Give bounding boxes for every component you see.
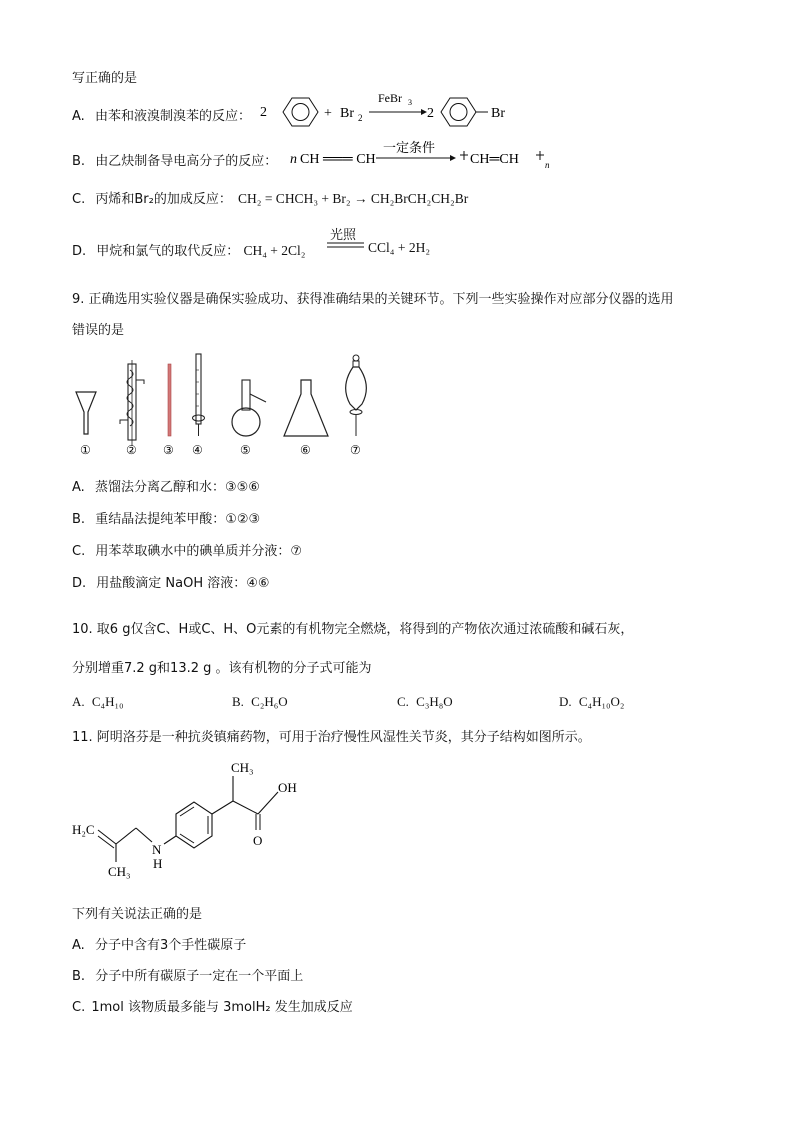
bromobenzene-ring-icon (441, 98, 476, 126)
q10-c-text: C₃H₈O (416, 694, 453, 709)
q9-d-label: D. (72, 576, 87, 591)
q11-c-text: 1mol 该物质最多能与 3molH₂ 发生加成反应 (91, 1000, 353, 1015)
q11-option-b (72, 965, 303, 984)
q10-b-label: B. (232, 694, 244, 709)
q8-option-b (72, 150, 277, 169)
q11-h: H (153, 856, 163, 871)
q8-option-c (72, 188, 468, 207)
q10-option-b (232, 694, 288, 710)
q10-b-text: C₂H₆O (251, 694, 288, 709)
q11-o: O (253, 833, 263, 848)
q8-c-text: 丙烯和Br₂的加成反应： (95, 192, 232, 207)
q8-a-catalyst: FeBr (378, 91, 402, 105)
q8-stem-end: 写正确的是 (72, 71, 138, 86)
conical-flask-icon (284, 380, 328, 436)
q9-apparatus-figure (66, 350, 386, 460)
q10-a-text: C₄H₁₀ (91, 694, 124, 709)
q9-a-label: A. (72, 480, 85, 495)
separatory-funnel-icon (346, 355, 367, 436)
q11-stem: 11. 阿明洛芬是一种抗炎镇痛药物，可用于治疗慢性风湿性关节炎，其分子结构如图所示。 (72, 730, 591, 745)
q8-option-d (72, 240, 306, 259)
q11-c-label: C. (72, 1000, 86, 1015)
q11-h2c: H₂C (72, 822, 95, 837)
q9-b-text: 重结晶法提纯苯甲酸：①②③ (95, 512, 261, 527)
apparatus-label-2: ② (126, 443, 137, 457)
q10-d-label: D. (559, 694, 572, 709)
q9-option-b (72, 508, 260, 527)
q8-a-plus: + (324, 106, 332, 121)
aromatic-circle-icon (292, 104, 309, 121)
benzene-ring-icon (176, 802, 212, 848)
q8-d-label: D. (72, 244, 87, 259)
q9-option-a (72, 476, 260, 495)
distilling-flask-icon (232, 380, 266, 436)
q8-d-text: 甲烷和氯气的取代反应： (96, 244, 240, 259)
polymer-bracket-right-icon (536, 151, 544, 160)
q10-a-label: A. (72, 694, 85, 709)
q8-b-reactant: CH ═══ CH (300, 152, 376, 167)
q8-d-lhs: CH₄ + 2Cl₂ (243, 243, 306, 258)
condenser-icon (120, 360, 144, 446)
burette-icon (193, 354, 205, 436)
apparatus-label-5: ⑤ (240, 443, 251, 457)
q9-a-text: 蒸馏法分离乙醇和水：③⑤⑥ (94, 480, 260, 495)
q10-line1: 10. 取6 g仅含C、H或C、H、O元素的有机物完全燃烧，将得到的产物依次通过浓硫酸和碱石灰， (72, 622, 634, 637)
q8-b-condition: 一定条件 (383, 140, 436, 155)
q9-option-c (72, 540, 302, 559)
q8-a-br2: Br (340, 106, 354, 121)
q8-c-label: C. (72, 192, 86, 207)
q8-b-n-sub: n (545, 160, 550, 170)
q11-a-label: A. (72, 938, 85, 953)
q9-stem-line1: 9. 正确选用实验仪器是确保实验成功、获得准确结果的关键环节。下列一些实验操作对应部分仪器的选用 (72, 292, 674, 307)
equals-sign-icon (326, 241, 366, 249)
q11-n: N (152, 842, 162, 857)
q10-c-label: C. (397, 694, 409, 709)
q10-option-a (72, 694, 124, 710)
q8-a-equation (255, 88, 535, 132)
q11-a-text: 分子中含有3个手性碳原子 (94, 938, 247, 953)
q11-oh: OH (278, 780, 297, 795)
q11-b-text: 分子中所有碳原子一定在一个平面上 (95, 969, 304, 984)
q8-a-label: A. (72, 109, 85, 124)
q10-option-c (397, 694, 453, 710)
apparatus-label-7: ⑦ (350, 443, 361, 457)
apparatus-label-6: ⑥ (300, 443, 311, 457)
q10-line2: 分别增重7.2 g和13.2 g 。该有机物的分子式可能为 (72, 661, 372, 676)
q9-d-text: 用盐酸滴定 NaOH 溶液：④⑥ (96, 576, 270, 591)
q8-a-br: Br (491, 106, 505, 121)
glass-rod-icon (168, 364, 171, 436)
q9-stem-line2: 错误的是 (72, 323, 125, 338)
q8-c-equation: CH₂ = CHCH₃ + Br₂ → CH₂BrCH₂CH₂Br (237, 191, 469, 206)
q8-d-condition: 光照 (330, 228, 357, 243)
q9-c-label: C. (72, 544, 86, 559)
q8-b-n: n (290, 152, 297, 167)
q8-a-catalyst-sub: 3 (408, 98, 412, 107)
q8-b-equation (288, 138, 568, 174)
q11-molecule-structure (68, 752, 328, 884)
q9-option-d (72, 572, 270, 591)
apparatus-label-4: ④ (192, 443, 203, 457)
apparatus-label-3: ③ (163, 443, 174, 457)
q8-a-br2-sub: 2 (358, 113, 363, 123)
q10-option-d (559, 694, 624, 710)
q11-question: 下列有关说法正确的是 (72, 907, 203, 922)
polymer-bracket-left-icon (460, 151, 468, 160)
q8-a-coef2: 2 (427, 106, 434, 121)
apparatus-label-1: ① (80, 443, 91, 457)
q8-a-text: 由苯和液溴制溴苯的反应： (94, 109, 251, 124)
q9-b-label: B. (72, 512, 86, 527)
q8-option-a (72, 105, 251, 124)
q8-b-product: CH═CH (470, 152, 519, 167)
q8-a-coef1: 2 (260, 105, 267, 120)
q10-d-text: C₄H₁₀O₂ (578, 694, 625, 709)
q11-ch3-bottom: CH₃ (108, 864, 131, 879)
q11-option-c (72, 996, 353, 1015)
q11-option-a (72, 934, 246, 953)
q11-b-label: B. (72, 969, 86, 984)
funnel-icon (76, 392, 96, 434)
benzene-ring-icon (283, 98, 318, 126)
q8-b-label: B. (72, 154, 86, 169)
q8-b-text: 由乙炔制备导电高分子的反应： (95, 154, 278, 169)
q9-c-text: 用苯萃取碘水中的碘单质并分液：⑦ (95, 544, 303, 559)
q11-ch3-top: CH₃ (231, 760, 254, 775)
q8-d-rhs: CCl₄ + 2H₂ (368, 240, 431, 255)
